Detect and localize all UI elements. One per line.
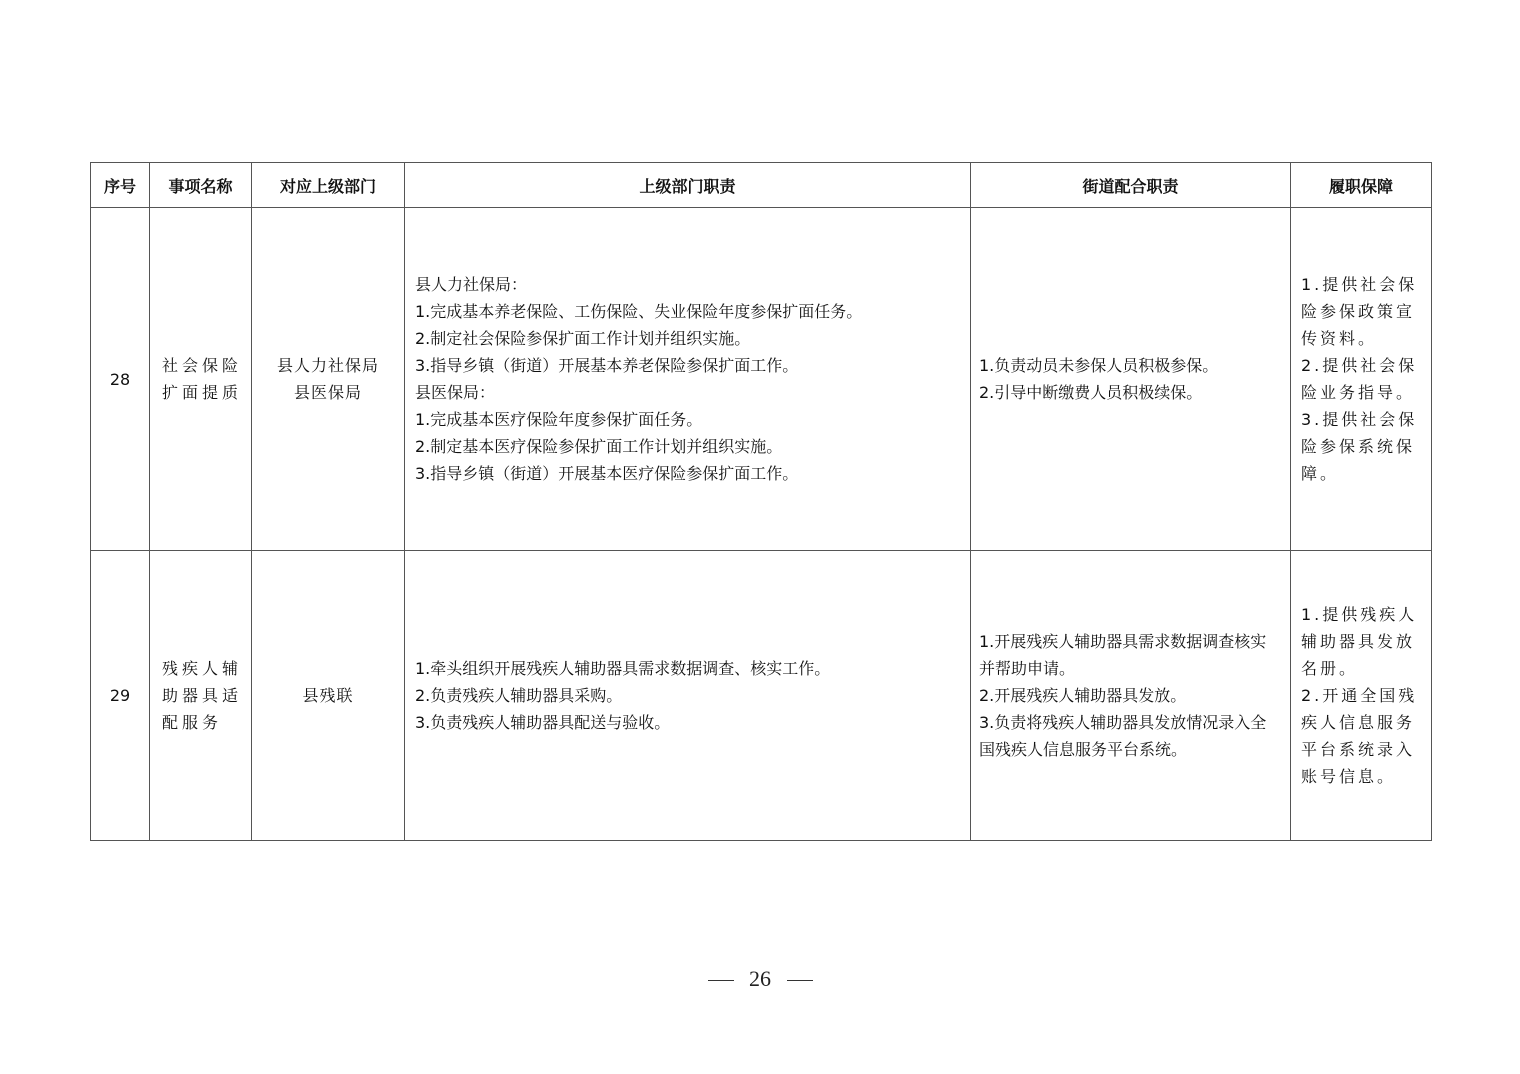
duty-line: 3.指导乡镇（街道）开展基本医疗保险参保扩面工作。: [415, 464, 799, 483]
duty-line: 1.牵头组织开展残疾人辅助器具需求数据调查、核实工作。: [415, 659, 831, 678]
dept-line: 县医保局: [293, 383, 362, 402]
duty-line: 1.完成基本医疗保险年度参保扩面任务。: [415, 410, 703, 429]
dept-line: 县残联: [302, 686, 354, 705]
duty-line: 2.负责残疾人辅助器具采购。: [415, 686, 623, 705]
table-header-row: [91, 163, 1432, 208]
duty-line: 1.完成基本养老保险、工伤保险、失业保险年度参保扩面任务。: [415, 302, 863, 321]
duty-line: 3.指导乡镇（街道）开展基本养老保险参保扩面工作。: [415, 356, 799, 375]
table-row: [91, 551, 1432, 841]
street-duty-line: 3.负责将残疾人辅助器具发放情况录入全国残疾人信息服务平台系统。: [979, 713, 1267, 759]
row-street-duties: [971, 551, 1291, 841]
street-duty-line: 1.开展残疾人辅助器具需求数据调查核实并帮助申请。: [979, 632, 1267, 678]
duty-line: 县医保局：: [415, 383, 496, 402]
row-street-duties: [971, 208, 1291, 551]
dash-left: [708, 980, 734, 981]
header-name: 事项名称: [150, 163, 252, 208]
duty-line: 3.负责残疾人辅助器具配送与验收。: [415, 713, 671, 732]
row-item-name: 残疾人辅助器具适配服务: [150, 551, 252, 841]
duty-line: 2.制定社会保险参保扩面工作计划并组织实施。: [415, 329, 751, 348]
row-superior-duties: [405, 551, 971, 841]
duty-line: 2.制定基本医疗保险参保扩面工作计划并组织实施。: [415, 437, 783, 456]
row-superior-duties: [405, 208, 971, 551]
table-row: [91, 208, 1432, 551]
row-no: 28: [91, 208, 150, 551]
row-dept: [252, 208, 405, 551]
street-duty-line: 1.负责动员未参保人员积极参保。: [979, 356, 1219, 375]
row-item-name: 社会保险扩面提质: [150, 208, 252, 551]
dash-right: [787, 980, 813, 981]
duty-line: 县人力社保局：: [415, 275, 528, 294]
row-guarantee: [1291, 208, 1432, 551]
row-no: 29: [91, 551, 150, 841]
guarantee-line: 2.开通全国残疾人信息服务平台系统录入账号信息。: [1301, 686, 1418, 786]
header-dept: 对应上级部门: [252, 163, 405, 208]
guarantee-line: 3.提供社会保险参保系统保障。: [1301, 410, 1418, 483]
header-street: 街道配合职责: [971, 163, 1291, 208]
dept-line: 县人力社保局: [276, 356, 379, 375]
page-number: 26: [749, 966, 771, 991]
guarantee-line: 2.提供社会保险业务指导。: [1301, 356, 1418, 402]
row-dept: [252, 551, 405, 841]
header-no: 序号: [91, 163, 150, 208]
row-guarantee: [1291, 551, 1432, 841]
guarantee-line: 1.提供残疾人辅助器具发放名册。: [1301, 605, 1418, 678]
page-footer: [0, 966, 1520, 992]
street-duty-line: 2.引导中断缴费人员积极续保。: [979, 383, 1203, 402]
header-superior: 上级部门职责: [405, 163, 971, 208]
street-duty-line: 2.开展残疾人辅助器具发放。: [979, 686, 1187, 705]
duty-table: [90, 162, 1432, 841]
header-guarantee: 履职保障: [1291, 163, 1432, 208]
guarantee-line: 1.提供社会保险参保政策宣传资料。: [1301, 275, 1418, 348]
